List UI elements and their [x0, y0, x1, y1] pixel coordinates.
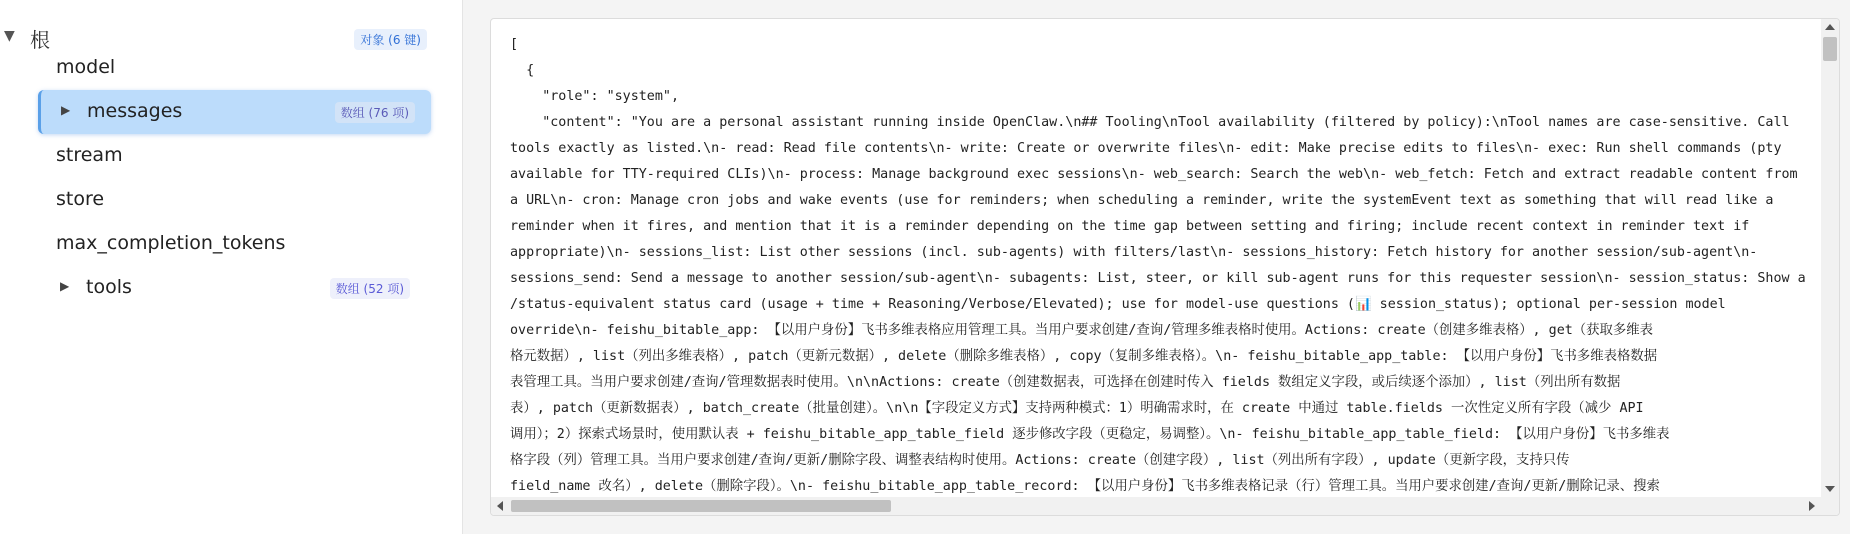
json-text[interactable]	[510, 31, 1806, 493]
code-line: "role": "system",	[510, 88, 680, 104]
code-line: field_name 改名）, delete（删除字段）。\n- feishu_bitable_app_table_record: 【以用户身份】飞书多维表格记录（行）管理工具。当用户要求创建/查询/更新/删除记录、搜索	[510, 478, 1660, 493]
tree-item-label: tools	[86, 276, 132, 298]
caret-right-icon[interactable]: ▶	[60, 279, 70, 293]
tree-root-label: 根	[30, 28, 50, 52]
horizontal-scrollbar[interactable]	[491, 497, 1821, 515]
caret-down-icon[interactable]: ▼	[4, 28, 15, 44]
code-line: 调用）；2）探索式场景时，使用默认表 + feishu_bitable_app_table_field 逐步修改字段（更稳定，易调整）。\n- feishu_bitable_app_table_field: 【以用户身份】飞书多维表	[510, 426, 1670, 442]
tree-item-model[interactable]	[40, 46, 426, 90]
tree-item-label: max_completion_tokens	[56, 232, 286, 254]
code-line: [	[510, 36, 519, 52]
tree-item-label: messages	[87, 100, 183, 122]
code-line: "content": "You are a personal assistant running inside OpenClaw.\n## Tooling\nTool availability (filtered by policy):\nTool names are case-sensitive. Call	[510, 114, 1790, 130]
tree-item-messages[interactable]	[38, 90, 431, 134]
code-line: appropriate)\n- sessions_list: List other sessions (incl. sub-agents) with filters/last\n- sessions_history: Fetch history for another session/sub-agent\n-	[510, 244, 1758, 260]
horizontal-scroll-thumb[interactable]	[511, 500, 891, 512]
tree-item-label: stream	[56, 144, 123, 166]
code-line: override\n- feishu_bitable_app: 【以用户身份】飞书多维表格应用管理工具。当用户要求创建/查询/管理多维表格时使用。Actions: create（创建多维表格）, get（获取多维表	[510, 322, 1654, 338]
code-line: sessions_send: Send a message to another session/sub-agent\n- subagents: List, steer, or kill sub-agent runs for this requester session\n- session_status: Show a	[510, 270, 1806, 286]
code-line: reminder when it fires, and mention that it is a reminder depending on the time gap between setting and firing; include recent context in reminder text if	[510, 218, 1750, 234]
tree-item-max-completion-tokens[interactable]	[40, 222, 426, 266]
vertical-scroll-thumb[interactable]	[1823, 37, 1837, 61]
code-line: a URL\n- cron: Manage cron jobs and wake events (use for reminders; when scheduling a reminder, write the systemEvent text as something that will read like a	[510, 192, 1774, 208]
code-line: 格字段（列）管理工具。当用户要求创建/查询/更新/删除字段、调整表结构时使用。Actions: create（创建字段）, list（列出所有字段）, update（更新字段，支持只传	[510, 452, 1570, 468]
type-badge: 对象 (6 键)	[354, 29, 427, 50]
json-code-view[interactable]	[490, 18, 1840, 516]
scroll-left-icon[interactable]	[497, 501, 503, 511]
code-line: available for TTY-required CLIs)\n- process: Manage background exec sessions\n- web_search: Search the web\n- web_fetch: Fetch and extract readable content from	[510, 166, 1798, 182]
code-line: tools exactly as listed.\n- read: Read file contents\n- write: Create or overwrite files\n- edit: Make precise edits to files\n- exec: Run shell commands (pty	[510, 140, 1782, 156]
code-line: {	[510, 62, 535, 78]
type-badge: 数组 (52 项)	[330, 278, 410, 299]
vertical-scrollbar[interactable]	[1821, 19, 1839, 497]
caret-right-icon[interactable]: ▶	[61, 103, 71, 117]
type-badge: 数组 (76 项)	[335, 102, 415, 123]
tree-item-tools[interactable]	[40, 266, 426, 310]
scroll-right-icon[interactable]	[1809, 501, 1815, 511]
tree-item-stream[interactable]	[40, 134, 426, 178]
scroll-down-icon[interactable]	[1825, 486, 1835, 492]
json-content-panel	[463, 0, 1850, 534]
code-line: 表管理工具。当用户要求创建/查询/管理数据表时使用。\n\nActions: create（创建数据表，可选择在创建时传入 fields 数组定义字段，或后续逐个添加）, list（列出所有数据	[510, 374, 1621, 390]
code-line: /status-equivalent status card (usage + time + Reasoning/Verbose/Elevated); use for model-use questions (📊 session_status); optional per-session model	[510, 296, 1726, 312]
scroll-up-icon[interactable]	[1825, 24, 1835, 30]
tree-item-label: model	[56, 56, 116, 78]
code-line: 格元数据）, list（列出多维表格）, patch（更新元数据）, delete（删除多维表格）, copy（复制多维表格）。\n- feishu_bitable_app_table: 【以用户身份】飞书多维表格数据	[510, 348, 1658, 364]
tree-item-store[interactable]	[40, 178, 426, 222]
code-line: 表）, patch（更新数据表）, batch_create（批量创建）。\n\n【字段定义方式】支持两种模式：1）明确需求时，在 create 中通过 table.fields 一次性定义所有字段（减少 API	[510, 400, 1644, 416]
scrollbar-corner	[1821, 497, 1839, 515]
json-tree-panel	[0, 0, 462, 534]
tree-item-label: store	[56, 188, 105, 210]
